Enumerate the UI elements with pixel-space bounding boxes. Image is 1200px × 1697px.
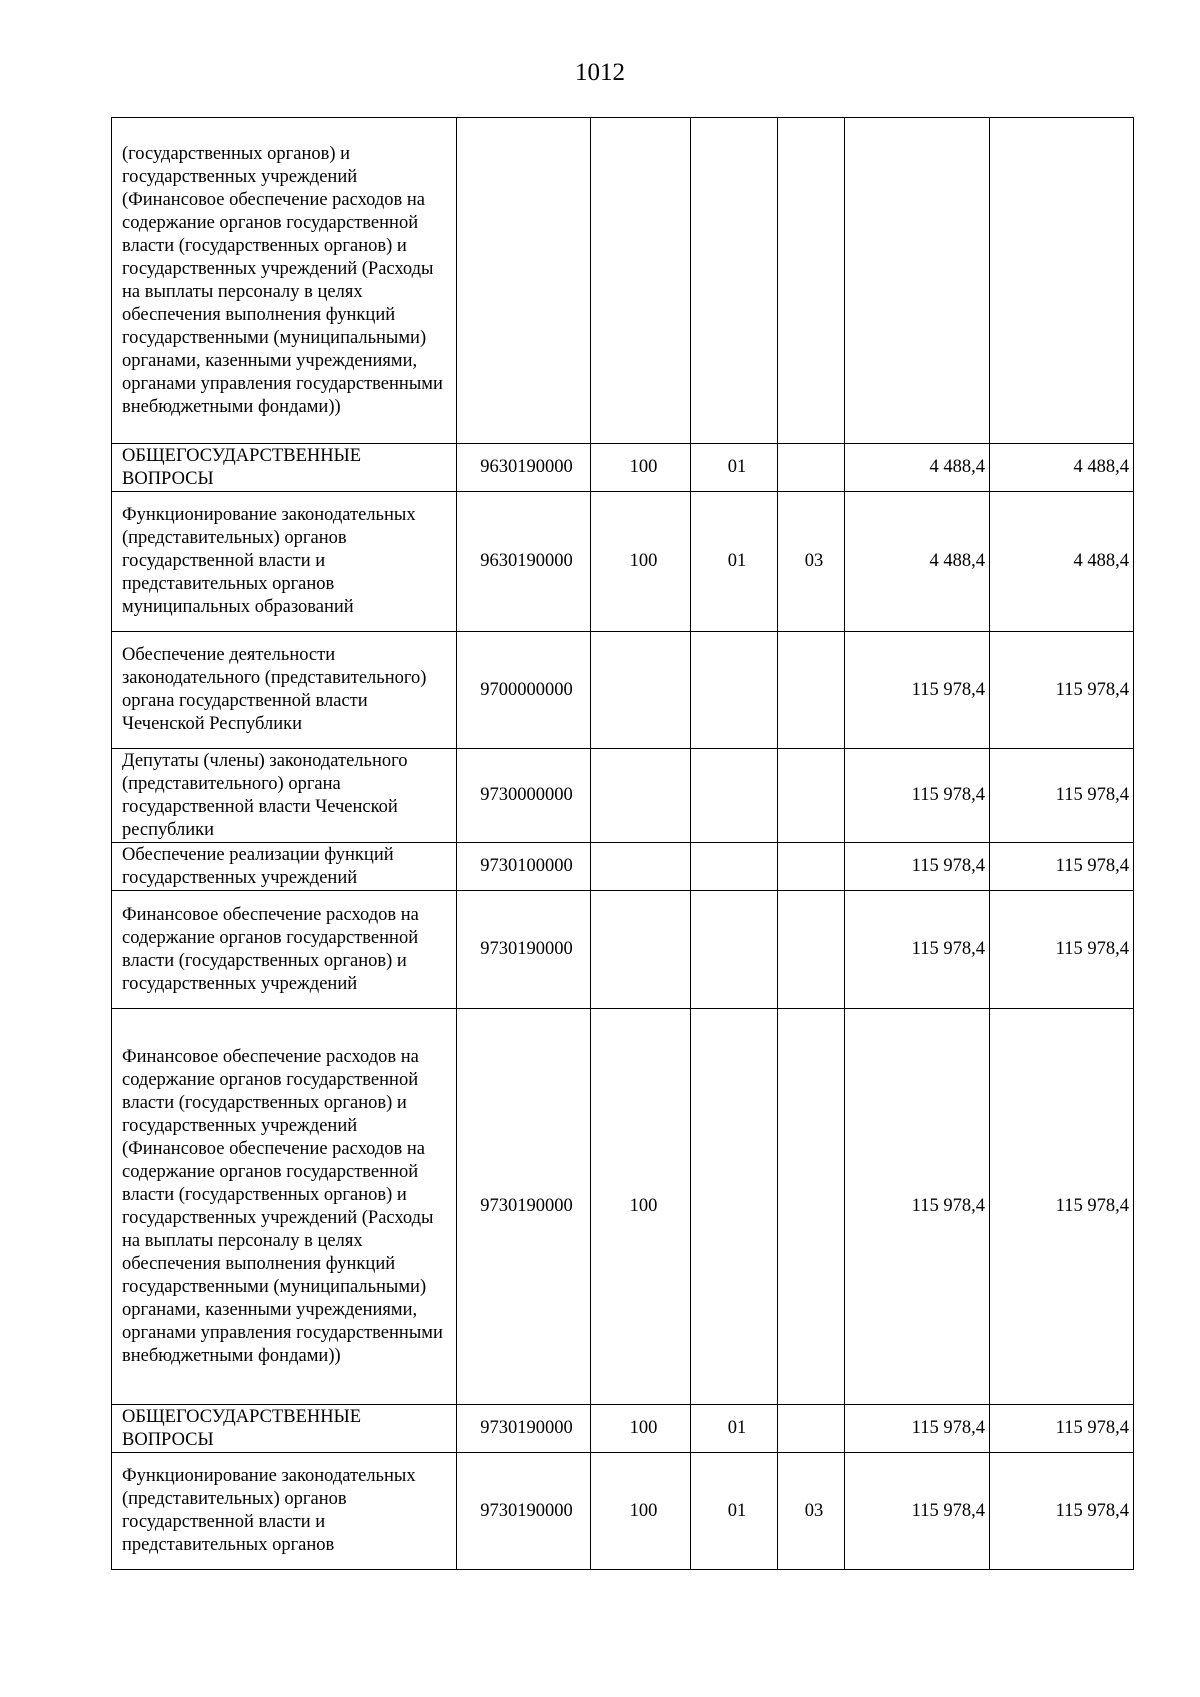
amount-year-2-cell: 115 978,4 [990, 1405, 1134, 1453]
row-name-cell: Обеспечение реализации функций государственных учреждений [112, 843, 457, 891]
subsection-code-cell [778, 1009, 845, 1405]
table-row [112, 1405, 1134, 1453]
amount-year-1-cell: 115 978,4 [845, 749, 990, 843]
row-name-cell: Финансовое обеспечение расходов на содержание органов государственной власти (государственных органов) и государственных учреждений (Финансовое обеспечение расходов на содержание органов государственной власти (государственных органов) и государственных учреждений (Расходы на выплаты персоналу в целях обеспечения выполнения функций государственными (муниципальными) органами, казенными учреждениями, органами управления государственными внебюджетными фондами)) [112, 1009, 457, 1405]
subsection-code-cell: 03 [778, 492, 845, 632]
section-code-cell [691, 118, 778, 444]
amount-year-2-cell: 115 978,4 [990, 1009, 1134, 1405]
table-row [112, 843, 1134, 891]
amount-year-1-cell: 115 978,4 [845, 843, 990, 891]
expense-type-cell: 100 [591, 1453, 691, 1570]
target-article-code-cell: 9730190000 [457, 1009, 591, 1405]
table-row [112, 492, 1134, 632]
subsection-code-cell [778, 1405, 845, 1453]
amount-year-2-cell: 4 488,4 [990, 492, 1134, 632]
amount-year-2-cell: 115 978,4 [990, 632, 1134, 749]
section-code-cell [691, 749, 778, 843]
table-row [112, 444, 1134, 492]
table-row [112, 1453, 1134, 1570]
row-name-cell: Обеспечение деятельности законодательного (представительного) органа государственной власти Чеченской Республики [112, 632, 457, 749]
amount-year-2-cell: 115 978,4 [990, 1453, 1134, 1570]
section-code-cell [691, 632, 778, 749]
amount-year-1-cell: 4 488,4 [845, 444, 990, 492]
table-row [112, 632, 1134, 749]
expense-type-cell [591, 891, 691, 1009]
row-name-cell: Депутаты (члены) законодательного (представительного) органа государственной власти Чеченской республики [112, 749, 457, 843]
page-number: 1012 [575, 59, 625, 86]
amount-year-2-cell: 115 978,4 [990, 749, 1134, 843]
table-row [112, 749, 1134, 843]
subsection-code-cell [778, 843, 845, 891]
table-row [112, 118, 1134, 444]
subsection-code-cell [778, 118, 845, 444]
row-name-cell: Функционирование законодательных (представительных) органов государственной власти и представительных органов [112, 1453, 457, 1570]
row-name-cell: ОБЩЕГОСУДАРСТВЕННЫЕ ВОПРОСЫ [112, 1405, 457, 1453]
target-article-code-cell: 9700000000 [457, 632, 591, 749]
amount-year-2-cell: 115 978,4 [990, 891, 1134, 1009]
table-row [112, 891, 1134, 1009]
section-code-cell: 01 [691, 1453, 778, 1570]
expense-type-cell: 100 [591, 492, 691, 632]
budget-table [111, 117, 1134, 1570]
section-code-cell [691, 1009, 778, 1405]
target-article-code-cell: 9630190000 [457, 492, 591, 632]
target-article-code-cell [457, 118, 591, 444]
subsection-code-cell [778, 749, 845, 843]
table-row [112, 1009, 1134, 1405]
row-name-cell: (государственных органов) и государственных учреждений (Финансовое обеспечение расходов на содержание органов государственной власти (государственных органов) и государственных учреждений (Расходы на выплаты персоналу в целях обеспечения выполнения функций государственными (муниципальными) органами, казенными учреждениями, органами управления государственными внебюджетными фондами)) [112, 118, 457, 444]
expense-type-cell: 100 [591, 444, 691, 492]
target-article-code-cell: 9730190000 [457, 1405, 591, 1453]
target-article-code-cell: 9630190000 [457, 444, 591, 492]
section-code-cell: 01 [691, 492, 778, 632]
section-code-cell: 01 [691, 444, 778, 492]
expense-type-cell [591, 632, 691, 749]
expense-type-cell [591, 749, 691, 843]
subsection-code-cell [778, 632, 845, 749]
section-code-cell [691, 891, 778, 1009]
amount-year-1-cell: 115 978,4 [845, 1009, 990, 1405]
expense-type-cell [591, 118, 691, 444]
amount-year-1-cell [845, 118, 990, 444]
amount-year-2-cell: 115 978,4 [990, 843, 1134, 891]
amount-year-1-cell: 115 978,4 [845, 1453, 990, 1570]
row-name-cell: Финансовое обеспечение расходов на содержание органов государственной власти (государственных органов) и государственных учреждений [112, 891, 457, 1009]
row-name-cell: ОБЩЕГОСУДАРСТВЕННЫЕ ВОПРОСЫ [112, 444, 457, 492]
target-article-code-cell: 9730190000 [457, 891, 591, 1009]
target-article-code-cell: 9730100000 [457, 843, 591, 891]
target-article-code-cell: 9730190000 [457, 1453, 591, 1570]
amount-year-1-cell: 115 978,4 [845, 891, 990, 1009]
amount-year-1-cell: 115 978,4 [845, 1405, 990, 1453]
subsection-code-cell: 03 [778, 1453, 845, 1570]
expense-type-cell [591, 843, 691, 891]
subsection-code-cell [778, 444, 845, 492]
amount-year-2-cell [990, 118, 1134, 444]
amount-year-1-cell: 115 978,4 [845, 632, 990, 749]
amount-year-2-cell: 4 488,4 [990, 444, 1134, 492]
target-article-code-cell: 9730000000 [457, 749, 591, 843]
amount-year-1-cell: 4 488,4 [845, 492, 990, 632]
section-code-cell [691, 843, 778, 891]
row-name-cell: Функционирование законодательных (представительных) органов государственной власти и представительных органов муниципальных образований [112, 492, 457, 632]
expense-type-cell: 100 [591, 1009, 691, 1405]
expense-type-cell: 100 [591, 1405, 691, 1453]
section-code-cell: 01 [691, 1405, 778, 1453]
subsection-code-cell [778, 891, 845, 1009]
